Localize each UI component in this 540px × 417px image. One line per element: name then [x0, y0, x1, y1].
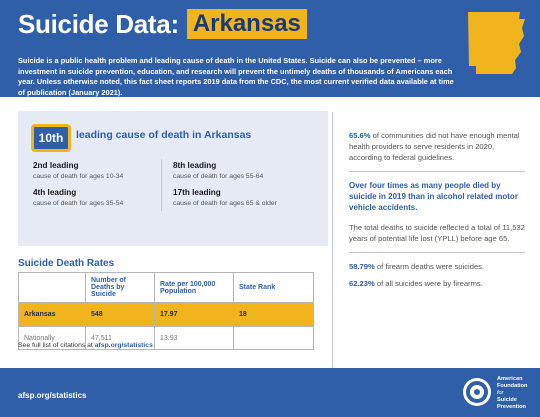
right-column — [349, 130, 525, 289]
org-name-line: for — [497, 390, 504, 396]
stat-block — [173, 188, 277, 207]
footer-link[interactable]: afsp.org/statistics — [18, 391, 87, 400]
stat-block — [33, 161, 123, 180]
stat-rank: 17th leading — [173, 188, 221, 197]
fact-text: of all suicides were by firearms. — [374, 278, 483, 288]
fact-text: of firearm deaths were suicides. — [374, 261, 485, 271]
stat-desc: cause of death for ages 55-64 — [173, 173, 264, 180]
org-name-line: Prevention — [497, 404, 526, 410]
title-state: Arkansas — [187, 9, 307, 39]
rates-section-title: Suicide Death Rates — [18, 258, 115, 269]
page-title — [18, 8, 307, 40]
citation-link[interactable]: afsp.org/statistics — [94, 342, 153, 349]
table-cell: 13.93 — [155, 327, 234, 350]
arkansas-map-icon — [466, 10, 528, 76]
table-cell: 18 — [234, 303, 314, 327]
stat-desc: cause of death for ages 65 & older — [173, 200, 277, 207]
intro-text: Suicide is a public health problem and leading cause of death in the United States. Suicide can also be prevented – more investment in suicide prevention, education, and research will prevent the untimely deaths of thousands of Americans each year. Unless otherwise noted, this fact sheet reports 2019 data from the CDC, the most current verified data available at time of publication (January 2021). — [18, 56, 454, 97]
card-divider — [161, 159, 162, 211]
table-cell: 548 — [86, 303, 155, 327]
org-name-line: Suicide — [497, 397, 517, 403]
footer-banner — [0, 368, 540, 417]
rank-label: leading cause of death in Arkansas — [76, 129, 252, 141]
org-name-line: American — [497, 376, 523, 382]
header-banner — [0, 0, 540, 97]
fact-pct: 65.6% — [349, 131, 371, 140]
fact-ypll: The total deaths to suicide reflected a total of 11,532 years of potential life lost (YPLL) before age 65. — [349, 222, 525, 243]
table-row — [19, 303, 314, 327]
stat-rank: 4th leading — [33, 188, 77, 197]
table-header-cell: Rate per 100,000 Population — [155, 273, 234, 303]
fact-pct: 62.23% — [349, 278, 375, 288]
stat-rank: 8th leading — [173, 161, 217, 170]
fact-firearm-deaths — [349, 261, 525, 272]
fact-pct: 58.79% — [349, 261, 375, 271]
table-cell: 47,511 — [86, 327, 155, 350]
table-cell: Arkansas — [19, 303, 86, 327]
stat-block — [173, 161, 263, 180]
table-cell — [234, 327, 314, 350]
fact-providers — [349, 130, 525, 163]
stat-block — [33, 188, 123, 207]
stat-rank: 2nd leading — [33, 161, 79, 170]
table-header-cell: State Rank — [234, 273, 314, 303]
stat-desc: cause of death for ages 10-34 — [33, 173, 124, 180]
citation — [18, 342, 153, 349]
fact-text: of communities did not have enough mental health providers to serve residents in 2020, according to federal guidelines. — [349, 131, 520, 162]
org-name — [497, 376, 539, 411]
rank-badge: 10th — [31, 124, 71, 152]
death-rates-table — [18, 272, 314, 350]
citation-prefix: See full list of citations at — [18, 342, 93, 349]
table-header-row — [19, 273, 314, 303]
stat-desc: cause of death for ages 35-54 — [33, 200, 124, 207]
leading-cause-card — [18, 111, 328, 246]
title-main: Suicide Data: — [18, 8, 179, 39]
fact-divider — [349, 171, 525, 172]
fact-firearm-suicides — [349, 278, 525, 289]
table-cell: 17.97 — [155, 303, 234, 327]
fact-divider — [349, 252, 525, 253]
column-divider — [332, 112, 333, 392]
table-header-cell — [19, 273, 86, 303]
afsp-logo-icon — [462, 377, 492, 407]
table-cell: Nationally — [19, 327, 86, 350]
org-name-line: Foundation — [497, 383, 528, 389]
fact-vehicle: Over four times as many people died by suicide in 2019 than in alcohol related motor vehicle accidents. — [349, 181, 518, 213]
table-header-cell: Number of Deaths by Suicide — [86, 273, 155, 303]
